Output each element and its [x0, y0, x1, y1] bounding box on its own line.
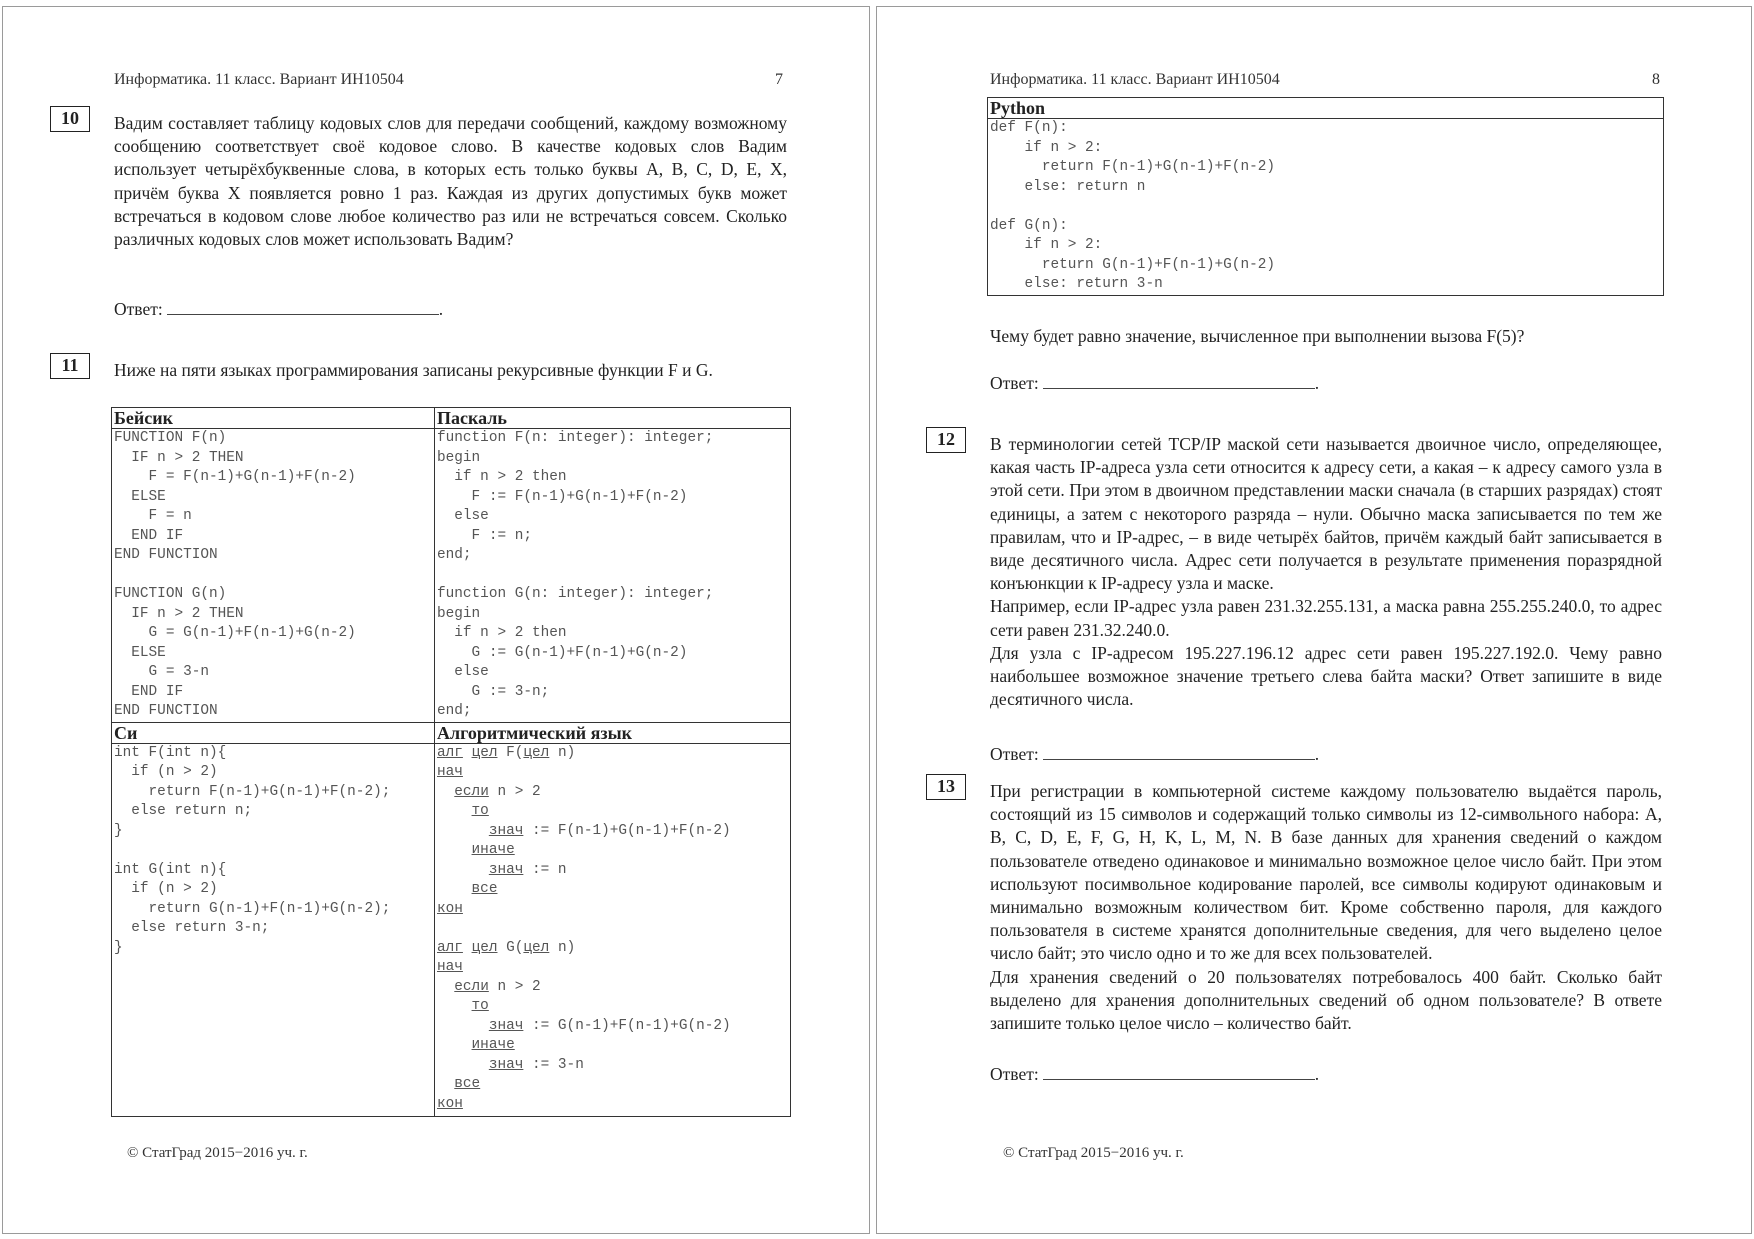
task-12-paragraph-3: Для узла с IP-адресом 195.227.196.12 адрес сети равен 195.227.192.0. Чему равно наибольшее возможное значение третьего слева байта маски? Ответ запишите в виде десятичного числа.: [990, 642, 1662, 710]
answer-end: .: [1314, 744, 1320, 764]
answer-label: Ответ:: [990, 373, 1039, 393]
code-table: [111, 407, 791, 1117]
left-page: [2, 6, 870, 1234]
answer-field[interactable]: [1043, 1065, 1315, 1080]
basic-code-cell: [112, 429, 435, 723]
answer-end: .: [438, 299, 444, 319]
page-number: 7: [775, 71, 783, 88]
page-footer: © СтатГрад 2015−2016 уч. г.: [1003, 1145, 1184, 1161]
c-code-cell: [112, 743, 435, 1116]
pascal-code: function F(n: integer): integer; begin if n > 2 then F := F(n-1)+G(n-1)+F(n-2) else F := n; end; function G(n: integer): integer; begin if n > 2 then G := G(n-1)+F(n-1)+G(n-2) else G := 3-n; end;: [437, 430, 714, 719]
pascal-header-cell: [435, 408, 791, 429]
python-code-cell: [988, 119, 1664, 296]
answer-field[interactable]: [1043, 745, 1315, 760]
c-title: Си: [114, 722, 138, 743]
basic-code: FUNCTION F(n) IF n > 2 THEN F = F(n-1)+G(n-1)+F(n-2) ELSE F = n END IF END FUNCTION FUNCTION G(n) IF n > 2 THEN G = G(n-1)+F(n-1)+G(n-2) ELSE G = 3-n END IF END FUNCTION: [114, 430, 356, 719]
task-10-text: Вадим составляет таблицу кодовых слов для передачи сообщений, каждому возможному сообщению соответствует своё кодовое слово. В качестве кодовых слов Вадим использует четырёхбуквенные слова, в которых есть только буквы A, B, C, D, E, X, причём буква X появляется ровно 1 раз. Каждая из других допустимых букв может встречаться в кодовом слове любое количество раз или не встречаться совсем. Сколько различных кодовых слов может использовать Вадим?: [114, 113, 787, 250]
c-code: int F(int n){ if (n > 2) return F(n-1)+G(n-1)+F(n-2); else return n; } int G(int n){ if (n > 2) return G(n-1)+F(n-1)+G(n-2); else return 3-n; }: [114, 744, 391, 956]
task-number-11: 11: [50, 353, 90, 379]
task-12-text: [990, 433, 1662, 711]
page-header: Информатика. 11 класс. Вариант ИН10504: [990, 71, 1280, 88]
right-page: [876, 6, 1752, 1234]
algo-code: алг цел F(цел n) нач если n > 2 то знач := F(n-1)+G(n-1)+F(n-2) иначе знач := n все кон алг цел G(цел n) нач если n > 2 то знач := G(n-1)+F(n-1)+G(n-2) иначе знач := 3-n все кон: [437, 744, 731, 1112]
basic-header-cell: [112, 408, 435, 429]
answer-label: Ответ:: [114, 299, 163, 319]
python-header-cell: [988, 98, 1664, 119]
python-code: def F(n): if n > 2: return F(n-1)+G(n-1)+F(n-2) else: return n def G(n): if n > 2: return G(n-1)+F(n-1)+G(n-2) else: return 3-n: [990, 120, 1275, 292]
pascal-code-cell: [435, 429, 791, 723]
answer-field[interactable]: [167, 300, 439, 315]
answer-label: Ответ:: [990, 1064, 1039, 1084]
task-number-13: 13: [926, 774, 966, 800]
task-11-text: Ниже на пяти языках программирования записаны рекурсивные функции F и G.: [114, 360, 713, 380]
c-header-cell: [112, 722, 435, 743]
task-10-answer: [114, 299, 443, 320]
algo-code-cell: [435, 743, 791, 1116]
answer-end: .: [1314, 1064, 1320, 1084]
task-number-12: 12: [926, 427, 966, 453]
task-13-text: [990, 780, 1662, 1035]
basic-title: Бейсик: [114, 408, 173, 428]
algo-header-cell: [435, 722, 791, 743]
task-13-answer: [990, 1064, 1319, 1085]
page-number: 8: [1652, 71, 1660, 88]
task-11-answer: [990, 373, 1319, 394]
answer-end: .: [1314, 373, 1320, 393]
python-table: [987, 97, 1664, 296]
answer-field[interactable]: [1043, 374, 1315, 389]
pascal-title: Паскаль: [437, 408, 507, 428]
task-13-paragraph-2: Для хранения сведений о 20 пользователях потребовалось 400 байт. Сколько байт выделено для хранения дополнительных сведений об одном пользователе? В ответе запишите только целое число – количество байт.: [990, 966, 1662, 1034]
answer-label: Ответ:: [990, 744, 1039, 764]
page-header: Информатика. 11 класс. Вариант ИН10504: [114, 71, 404, 88]
task-number-10: 10: [50, 106, 90, 132]
algo-title: Алгоритмический язык: [437, 722, 633, 743]
task-12-paragraph-1: В терминологии сетей TCP/IP маской сети называется двоичное число, определяющее, какая часть IP-адреса узла сети относится к адресу сети, а какая – к адресу самого узла в этой сети. При этом в двоичном представлении маски сначала (в старших разрядах) стоят единицы, а затем с некоторого разряда – нули. Обычно маска записывается по тем же правилам, что и IP-адрес, – в виде четырёх байтов, причём каждый байт записывается в виде десятичного числа. Адрес сети получается в результате применения поразрядной конъюнкции к IP-адресу узла и маске.: [990, 434, 1662, 594]
task-11-question: Чему будет равно значение, вычисленное при выполнении вызова F(5)?: [990, 326, 1525, 346]
task-12-paragraph-2: Например, если IP-адрес узла равен 231.32.255.131, а маска равна 255.255.240.0, то адрес сети равен 231.32.240.0.: [990, 596, 1662, 640]
python-title: Python: [990, 98, 1046, 118]
task-12-answer: [990, 744, 1319, 765]
task-13-paragraph-1: При регистрации в компьютерной системе каждому пользователю выдаётся пароль, состоящий из 15 символов и содержащий только символы из 12-символьного набора: A, B, C, D, E, F, G, H, K, L, M, N. В базе данных для хранения сведений о каждом пользователе отведено одинаковое и минимально возможное целое число байт. При этом используют посимвольное кодирование паролей, все символы кодируют одинаковым и минимально возможным количеством бит. Кроме собственно пароля, для каждого пользователя в системе хранятся дополнительные сведения, для чего выделено целое число байт; это число одно и то же для всех пользователей.: [990, 781, 1662, 964]
page-footer: © СтатГрад 2015−2016 уч. г.: [127, 1145, 308, 1161]
